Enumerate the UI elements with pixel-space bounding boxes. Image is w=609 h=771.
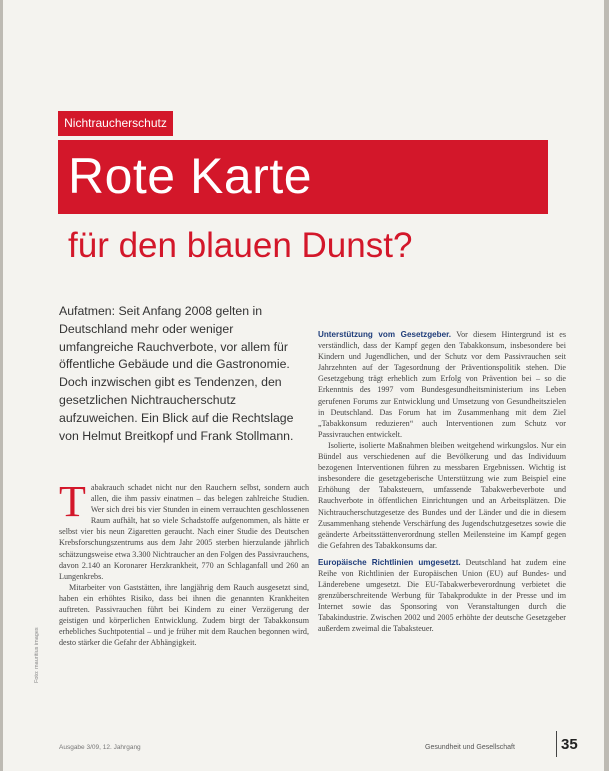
photo-credit: Foto: mauritius images bbox=[34, 627, 40, 683]
paragraph-text: abakrauch schadet nicht nur den Rauchern selbst, sondern auch allen, die ihm passiv einatmen – das belegen zahlreiche Studien. Wer sich drei bis vier Stunden in einem verrauchten geschlossenen Raum aufhält, hat so viele Schadstoffe aufgenommen, als hätte er selbst vier bis neun Zigaretten geraucht. Nach einer Studie des Deutschen Krebsforschungszentrums aus dem Jahr 2005 sterben hierzulande jährlich schätzungsweise etwa 3.300 Nichtraucher an den Folgen des Passivrauchens, davon 2.140 an Koronarer Herzkrankheit, 770 an Schlaganfall und 260 an Lungenkrebs. bbox=[59, 483, 309, 581]
drop-cap: T bbox=[59, 477, 86, 526]
paragraph-text: Vor diesem Hintergrund ist es verständlich, dass der Kampf gegen den Tabakkonsum, insbesondere bei Kindern und Jugendlichen, und der Schutz vor dem Passivrauchen seit Jahrzehnten auf der Tagesordnung der Präventionspolitik stehen. Die Gesetzgebung trägt erheblich zum Erfolg von Prävention bei – so die Erkenntnis des 1997 vom Bundesgesundheitsministerium ins Leben gerufenen Forums zur Entwicklung und Umsetzung von Gesundheitszielen in Deutschland. Das Forum hat im Zusammenhang mit dem Ziel „Tabakkonsum reduzieren“ auch Interventionen zum Schutz vor Passivrauchen entwickelt. bbox=[318, 330, 566, 439]
body-paragraph bbox=[318, 557, 566, 635]
body-paragraph: Isolierte, isolierte Maßnahmen bleiben weitgehend wirkungslos. Nur ein Bündel aus verschiedenen auf die Bevölkerung und das Individuum bezogenen Interventionen führen zu messbaren Ergebnissen. Wichtig ist insbesondere die gesetzgeberische Unterstützung wie zum Beispiel eine Erhöhung der Tabaksteuern, umfassende Tabakwerbeverbote und Rauchverbote in öffentlichen Einrichtungen und an Arbeitsplätzen. Die Nichtraucherschutzgesetze des Bundes und der Länder und die in diesem Zusammenhang stehende Verschärfung des Jugendschutzgesetzes sowie die geänderte Arbeitsstättenverordnung stellen Meilensteine im Kampf gegen die Gefahren des Tabakkonsums dar. bbox=[318, 440, 566, 550]
page-edge-right bbox=[604, 0, 609, 771]
section-rubric: Nichtraucherschutz bbox=[58, 111, 173, 136]
footer-magazine-name: Gesundheit und Gesellschaft bbox=[425, 744, 515, 751]
body-paragraph: Mitarbeiter von Gaststätten, ihre langjährig dem Rauch ausgesetzt sind, haben ein erhöhtes Risiko, dass bei ihnen die genannten Krankheiten auftreten. Passivrauchen führt bei Kindern zu einer Verzögerung der geistigen und körperlichen Entwicklung. Zudem birgt der Tabakkonsum erhebliches Suchtpotential – und je früher mit dem Rauchen begonnen wird, desto stärker die Gefahr der Abhängigkeit. bbox=[59, 582, 309, 648]
body-column-left bbox=[59, 477, 309, 648]
article-lead: Aufatmen: Seit Anfang 2008 gelten in Deutschland mehr oder weniger umfangreiche Rauchverbote, vor allem für öffentliche Gebäude und die Gastronomie. Doch inzwischen gibt es Tendenzen, den gesetzlichen Nichtraucherschutz aufzuweichen. Ein Blick auf die Rechtslage von Helmut Breitkopf und Frank Stollmann. bbox=[59, 304, 294, 443]
body-paragraph bbox=[318, 329, 566, 440]
body-column-right bbox=[318, 329, 566, 635]
page-number: 35 bbox=[561, 736, 578, 753]
article-title: Rote Karte bbox=[68, 148, 313, 204]
page-edge-left bbox=[0, 0, 3, 771]
section-heading: Europäische Richtlinien umgesetzt. bbox=[318, 557, 461, 567]
paragraph-text: Deutschland hat zudem eine Reihe von Richtlinien der Europäischen Union (EU) auf Bundes- und Länderebene umgesetzt. Die EU-Tabakwerbeverordnung verbietet die grenzüberschreitende Werbung für Tabakprodukte in der Presse und im Internet sowie das Sponsoring von Veranstaltungen durch die Tabakindustrie. Zwischen 2002 und 2005 erhöhte der deutsche Gesetzgeber außerdem zweimal die Tabaksteuer. bbox=[318, 557, 566, 634]
footer-issue: Ausgabe 3/09, 12. Jahrgang bbox=[59, 744, 141, 751]
body-paragraph bbox=[59, 477, 309, 582]
section-heading: Unterstützung vom Gesetzgeber. bbox=[318, 330, 452, 339]
article-subtitle: für den blauen Dunst? bbox=[68, 226, 413, 265]
footer-divider bbox=[556, 731, 557, 757]
